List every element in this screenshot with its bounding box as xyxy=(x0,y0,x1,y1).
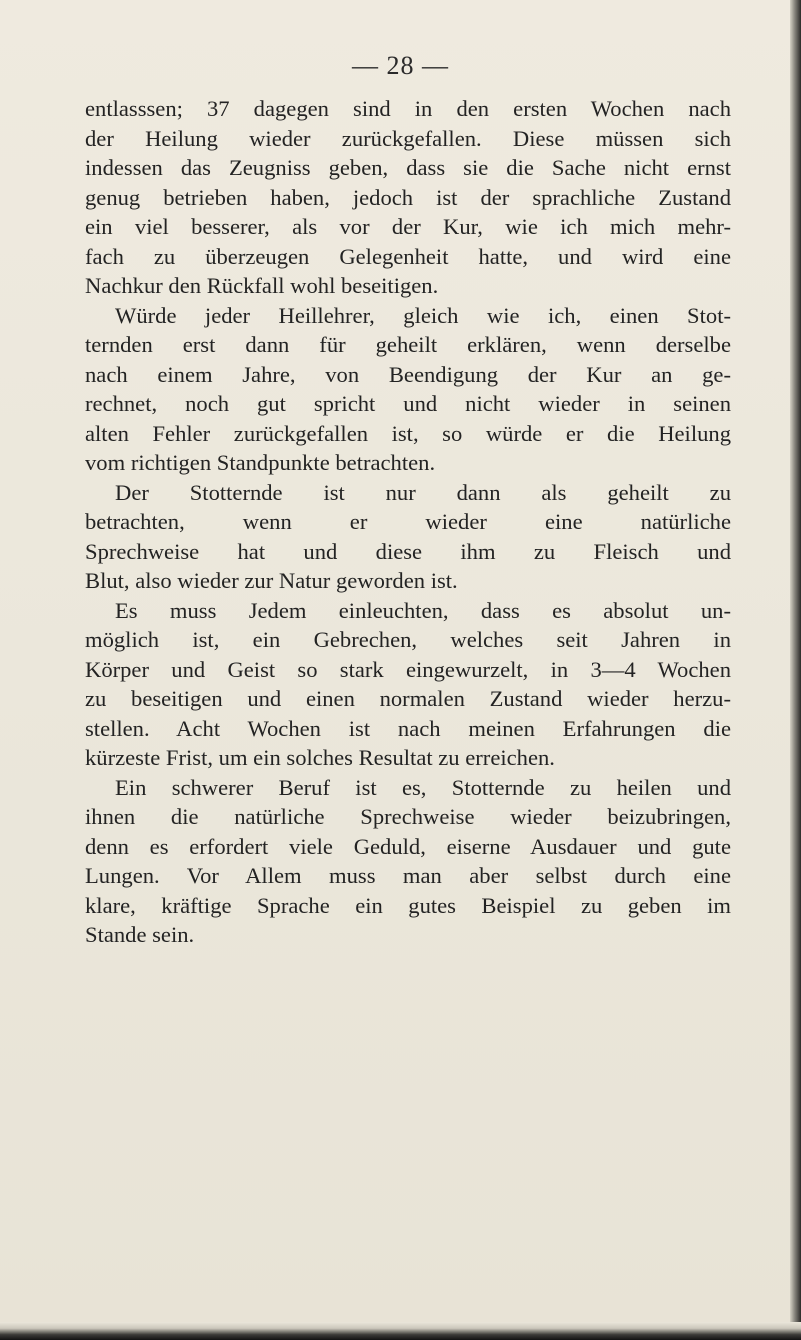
text-line: Ein schwerer Beruf ist es, Stotternde zu heilen und xyxy=(115,774,731,800)
text-line: Sprechweise hat und diese ihm zu Fleisch und xyxy=(85,538,731,564)
text-line: Es muss Jedem einleuchten, dass es absolut un- xyxy=(115,597,731,623)
text-line: nach einem Jahre, von Beendigung der Kur an ge- xyxy=(85,361,731,387)
text-line: genug betrieben haben, jedoch ist der sprachliche Zustand xyxy=(85,184,731,210)
text-line: der Heilung wieder zurückgefallen. Diese müssen sich xyxy=(85,125,731,151)
text-line: ein viel besserer, als vor der Kur, wie ich mich mehr- xyxy=(85,214,731,239)
text-line: ternden erst dann für geheilt erklären, wenn derselbe xyxy=(85,332,731,357)
text-line: rechnet, noch gut spricht und nicht wieder in seinen xyxy=(85,391,731,416)
text-line: stellen. Acht Wochen ist nach meinen Erfahrungen die xyxy=(85,715,731,741)
text-line: indessen das Zeugniss geben, dass sie die Sache nicht ernst xyxy=(85,155,731,180)
text-line: zu beseitigen und einen normalen Zustand wieder herzu- xyxy=(85,686,731,711)
text-line: alten Fehler zurückgefallen ist, so würde er die Heilung xyxy=(85,420,731,446)
text-line: betrachten, wenn er wieder eine natürliche xyxy=(85,509,731,534)
text-line: Blut, also wieder zur Natur geworden ist. xyxy=(85,568,458,593)
text-line: kürzeste Frist, um ein solches Resultat zu erreichen. xyxy=(85,745,555,770)
text-line: Stande sein. xyxy=(85,922,195,947)
page-number: — 28 — xyxy=(352,51,449,80)
text-line: klare, kräftige Sprache ein gutes Beispiel zu geben im xyxy=(85,892,731,918)
body-text xyxy=(85,94,731,950)
text-line: Würde jeder Heillehrer, gleich wie ich, einen Stot- xyxy=(115,302,731,328)
text-line: ihnen die natürliche Sprechweise wieder beizubringen, xyxy=(85,804,731,829)
text-line: entlasssen; 37 dagegen sind in den ersten Wochen nach xyxy=(85,96,731,121)
text-line: vom richtigen Standpunkte betrachten. xyxy=(85,450,436,475)
text-line: Lungen. Vor Allem muss man aber selbst durch eine xyxy=(85,863,731,888)
text-line: Der Stotternde ist nur dann als geheilt zu xyxy=(115,479,731,505)
page-edge-shadow xyxy=(790,0,801,1340)
text-line: möglich ist, ein Gebrechen, welches seit Jahren in xyxy=(85,627,731,652)
page-bottom-shadow xyxy=(0,1322,801,1340)
text-line: fach zu überzeugen Gelegenheit hatte, und wird eine xyxy=(85,243,731,269)
text-line: denn es erfordert viele Geduld, eiserne Ausdauer und gute xyxy=(85,833,731,859)
text-line: Nachkur den Rückfall wohl beseitigen. xyxy=(85,273,439,298)
text-line: Körper und Geist so stark eingewurzelt, in 3—4 Wochen xyxy=(85,656,731,682)
